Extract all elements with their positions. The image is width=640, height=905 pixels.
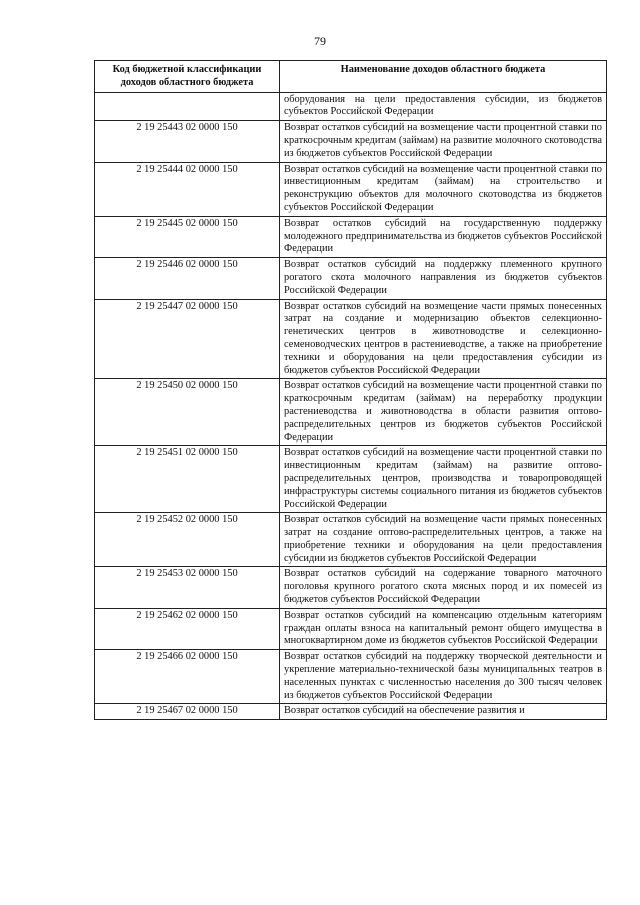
table-row	[95, 258, 607, 299]
budget-code-cell: 2 19 25450 02 0000 150	[95, 379, 280, 446]
table-row	[95, 92, 607, 121]
income-name-cell: Возврат остатков субсидий на поддержку творческой деятельности и укрепление материально-технической базы муниципальных театров в населенных пунктах с численностью населения до 300 тысяч человек из бюджетов субъектов Российской Федерации	[280, 650, 607, 704]
budget-code-cell: 2 19 25447 02 0000 150	[95, 299, 280, 379]
budget-code-cell: 2 19 25467 02 0000 150	[95, 704, 280, 720]
budget-code-cell: 2 19 25444 02 0000 150	[95, 162, 280, 216]
income-name-cell: Возврат остатков субсидий на компенсацию отдельным категориям граждан оплаты взноса на капитальный ремонт общего имущества в многоквартирном доме из бюджетов субъектов Российской Федерации	[280, 608, 607, 649]
income-name-cell: Возврат остатков субсидий на государственную поддержку молодежного предпринимательства из бюджетов субъектов Российской Федерации	[280, 216, 607, 257]
income-name-cell: оборудования на цели предоставления субсидии, из бюджетов субъектов Российской Федерации	[280, 92, 607, 121]
table-row	[95, 704, 607, 720]
header-name: Наименование доходов областного бюджета	[280, 61, 607, 93]
table-row	[95, 446, 607, 513]
budget-income-table	[94, 60, 607, 720]
table-header-row	[95, 61, 607, 93]
table-row	[95, 608, 607, 649]
income-name-cell: Возврат остатков субсидий на обеспечение развития и	[280, 704, 607, 720]
income-name-cell: Возврат остатков субсидий на возмещение части процентной ставки по краткосрочным кредитам (займам) на переработку продукции растениеводства и животноводства в области развития оптово-распределительных центров из бюджетов субъектов Российской Федерации	[280, 379, 607, 446]
table-row	[95, 299, 607, 379]
budget-code-cell: 2 19 25445 02 0000 150	[95, 216, 280, 257]
budget-code-cell: 2 19 25451 02 0000 150	[95, 446, 280, 513]
income-name-cell: Возврат остатков субсидий на содержание товарного маточного поголовья крупного рогатого скота мясных пород и их помесей из бюджетов субъектов Российской Федерации	[280, 567, 607, 608]
table-row	[95, 216, 607, 257]
income-name-cell: Возврат остатков субсидий на поддержку племенного крупного рогатого скота молочного направления из бюджетов субъектов Российской Федерации	[280, 258, 607, 299]
table-row	[95, 162, 607, 216]
header-code: Код бюджетной классификации доходов областного бюджета	[95, 61, 280, 93]
table-row	[95, 567, 607, 608]
budget-code-cell: 2 19 25466 02 0000 150	[95, 650, 280, 704]
budget-code-cell: 2 19 25462 02 0000 150	[95, 608, 280, 649]
table-row	[95, 121, 607, 162]
income-name-cell: Возврат остатков субсидий на возмещение части процентной ставки по краткосрочным кредитам (займам) на развитие молочного скотоводства из бюджетов субъектов Российской Федерации	[280, 121, 607, 162]
income-name-cell: Возврат остатков субсидий на возмещение части прямых понесенных затрат на создание и модернизацию объектов селекционно-генетических центров в животноводстве и селекционно-семеноводческих центров в растениеводстве, а также на приобретение техники и оборудования на цели предоставления субсидии из бюджетов субъектов Российской Федерации	[280, 299, 607, 379]
table-row	[95, 513, 607, 567]
table-row	[95, 650, 607, 704]
budget-code-cell: 2 19 25446 02 0000 150	[95, 258, 280, 299]
table-body	[95, 92, 607, 720]
income-name-cell: Возврат остатков субсидий на возмещение части прямых понесенных затрат на создание оптово-распределительных центров, а также на приобретение техники и оборудования на цели предоставления субсидии из бюджетов субъектов Российской Федерации	[280, 513, 607, 567]
budget-code-cell	[95, 92, 280, 121]
page-number: 79	[314, 34, 326, 48]
income-name-cell: Возврат остатков субсидий на возмещение части процентной ставки по инвестиционным кредитам (займам) на строительство и реконструкцию объектов для молочного скотоводства из бюджетов субъектов Российской Федерации	[280, 162, 607, 216]
budget-code-cell: 2 19 25443 02 0000 150	[95, 121, 280, 162]
table-row	[95, 379, 607, 446]
budget-code-cell: 2 19 25453 02 0000 150	[95, 567, 280, 608]
income-name-cell: Возврат остатков субсидий на возмещение части процентной ставки по инвестиционным кредитам (займам) на развитие оптово-распределительных центров, производства и товаропроводящей инфраструктуры системы социального питания из бюджетов субъектов Российской Федерации	[280, 446, 607, 513]
budget-code-cell: 2 19 25452 02 0000 150	[95, 513, 280, 567]
